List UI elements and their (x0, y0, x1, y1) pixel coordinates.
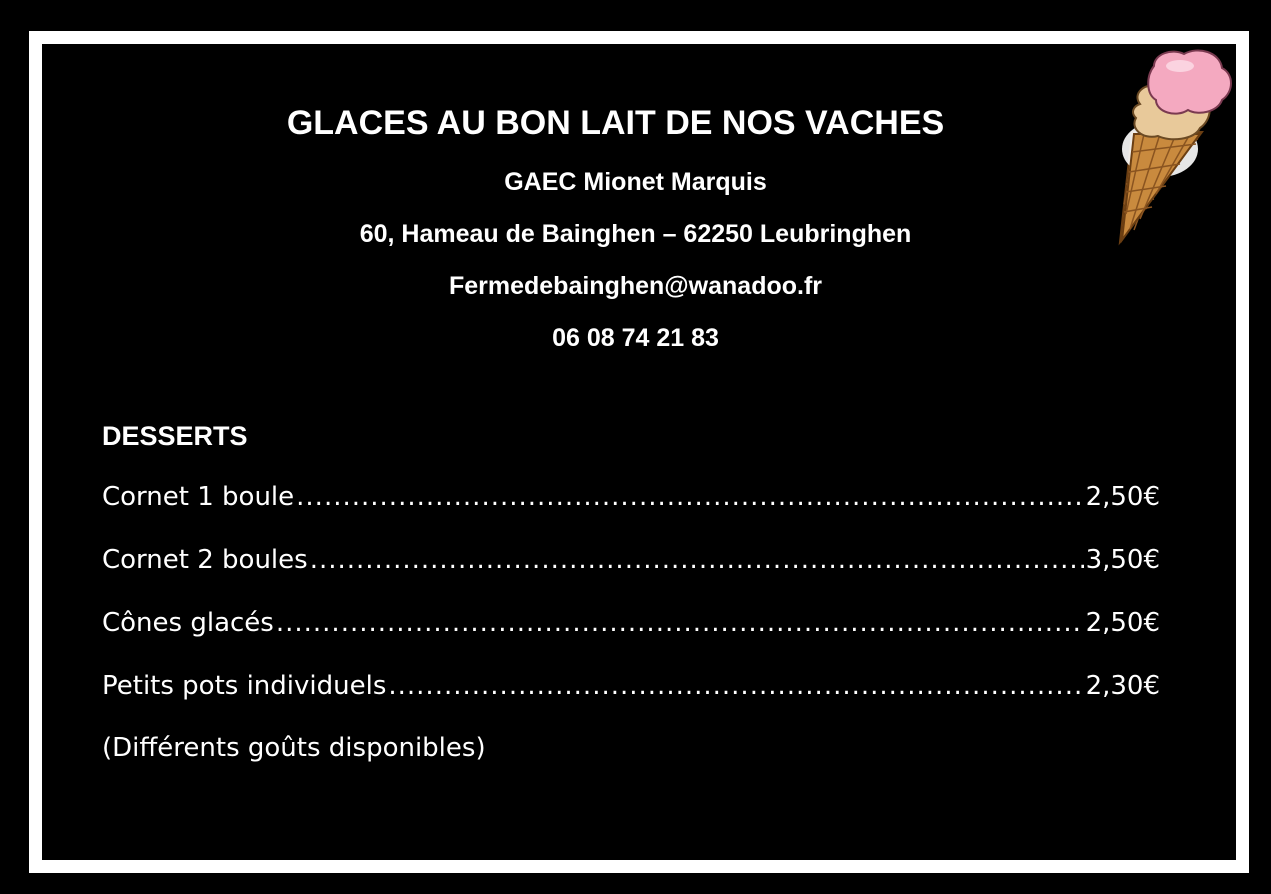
menu-item-label: Cornet 2 boules (102, 545, 308, 575)
section-title-desserts: DESSERTS (102, 421, 248, 451)
menu-item-price: 2,50€ (1085, 482, 1160, 512)
menu-item (102, 608, 1160, 644)
strawberry-scoop (1148, 50, 1231, 113)
flavors-note: (Différents goûts disponibles) (102, 733, 486, 763)
menu-item-label: Cônes glacés (102, 608, 274, 638)
address: 60, Hameau de Bainghen – 62250 Leubringhen (359, 220, 912, 248)
menu-item (102, 482, 1160, 518)
dot-leader (296, 482, 1083, 512)
menu-item-label: Cornet 1 boule (102, 482, 295, 512)
company-name: GAEC Mionet Marquis (504, 168, 767, 196)
menu-item-price: 2,30€ (1085, 671, 1160, 701)
phone-number: 06 08 74 21 83 (552, 324, 719, 352)
dot-leader (276, 608, 1084, 638)
page-title: GLACES AU BON LAIT DE NOS VACHES (286, 104, 945, 142)
menu-item (102, 545, 1160, 581)
menu-item-price: 2,50€ (1085, 608, 1160, 638)
menu-item (102, 671, 1160, 707)
ice-cream-cone-icon (1110, 44, 1240, 249)
menu-item-label: Petits pots individuels (102, 671, 387, 701)
email: Fermedebainghen@wanadoo.fr (448, 272, 823, 300)
menu-item-price: 3,50€ (1085, 545, 1160, 575)
scoop-shine (1166, 60, 1194, 72)
dot-leader (388, 671, 1083, 701)
dot-leader (310, 545, 1084, 575)
